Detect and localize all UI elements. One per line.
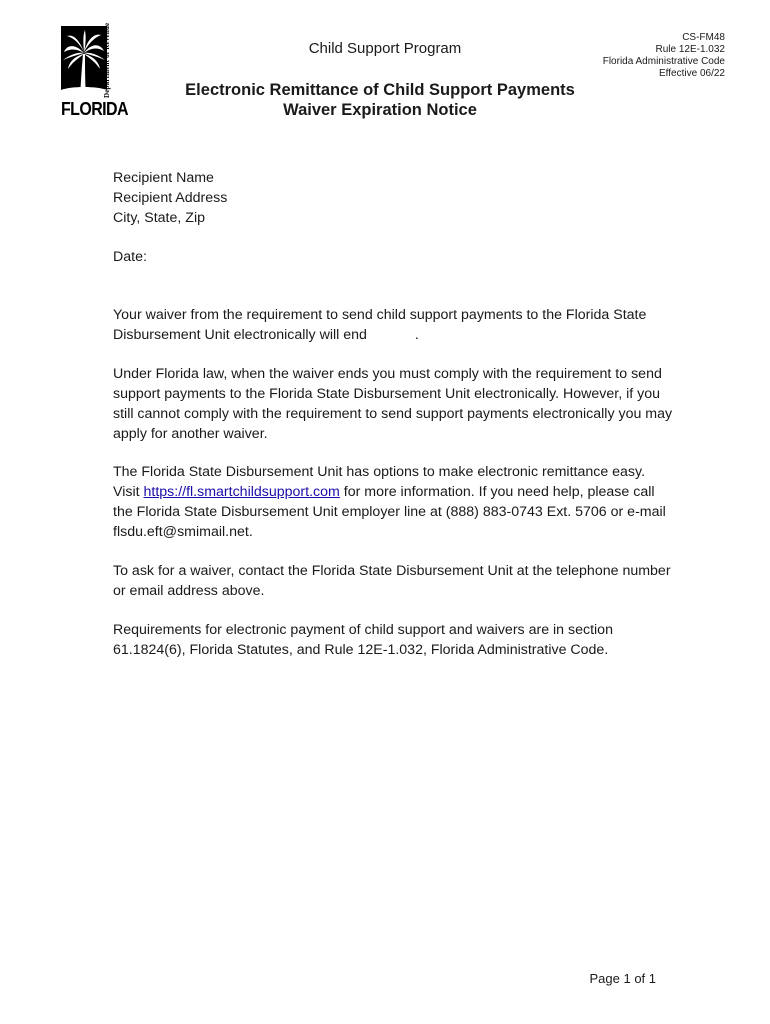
department-of-revenue-text: Department of Revenue — [103, 22, 111, 98]
paragraph-3-before-link: The Florida State Disbursement Unit has options to make electronic remittance easy. Visit — [113, 464, 646, 500]
paragraph-waiver-end — [113, 305, 673, 345]
recipient-name: Recipient Name — [113, 170, 214, 186]
paragraph-requirements: Requirements for electronic payment of child support and waivers are in section 61.1824(6), Florida Statutes, and Rule 12E-1.032, Florida Administrative Code. — [113, 622, 613, 658]
form-number: CS-FM48 — [682, 32, 725, 43]
florida-wordmark: FLORIDA — [61, 100, 128, 120]
palm-tree-icon — [61, 26, 107, 98]
administrative-code: Florida Administrative Code — [602, 56, 725, 67]
document-title — [150, 80, 610, 120]
paragraph-florida-law: Under Florida law, when the waiver ends you must comply with the requirement to send support payments to the Florida State Disbursement Unit electronically. However, if you still cannot comply with the requirement to send support payments electronically you may apply for another waiver. — [113, 366, 673, 442]
date-label: Date: — [113, 249, 147, 265]
program-name: Child Support Program — [308, 40, 462, 57]
paragraph-sdu-options — [113, 462, 673, 542]
effective-date: Effective 06/22 — [659, 68, 725, 79]
title-line-1: Electronic Remittance of Child Support Payments — [185, 81, 575, 99]
recipient-address: Recipient Address — [113, 190, 228, 206]
paragraph-1-text: Your waiver from the requirement to send child support payments to the Florida State Disbursement Unit electronically will end — [113, 307, 647, 343]
florida-dor-logo — [61, 22, 128, 120]
smartchildsupport-link[interactable]: https://fl.smartchildsupport.com — [143, 484, 340, 500]
paragraph-ask-waiver: To ask for a waiver, contact the Florida State Disbursement Unit at the telephone number or email address above. — [113, 563, 671, 599]
title-line-2: Waiver Expiration Notice — [283, 101, 477, 119]
paragraph-3-after-link: for more information. If you need help, please call the Florida State Disbursement Unit employer line at (888) 883-0743 Ext. 5706 or e-mail flsdu.eft@smimail.net. — [113, 484, 666, 540]
page-number: Page 1 of 1 — [589, 971, 656, 986]
paragraph-1-period: . — [414, 327, 419, 343]
rule-number: Rule 12E-1.032 — [655, 44, 725, 55]
form-metadata — [603, 32, 725, 80]
recipient-block — [113, 168, 673, 228]
recipient-city-state-zip: City, State, Zip — [113, 210, 205, 226]
